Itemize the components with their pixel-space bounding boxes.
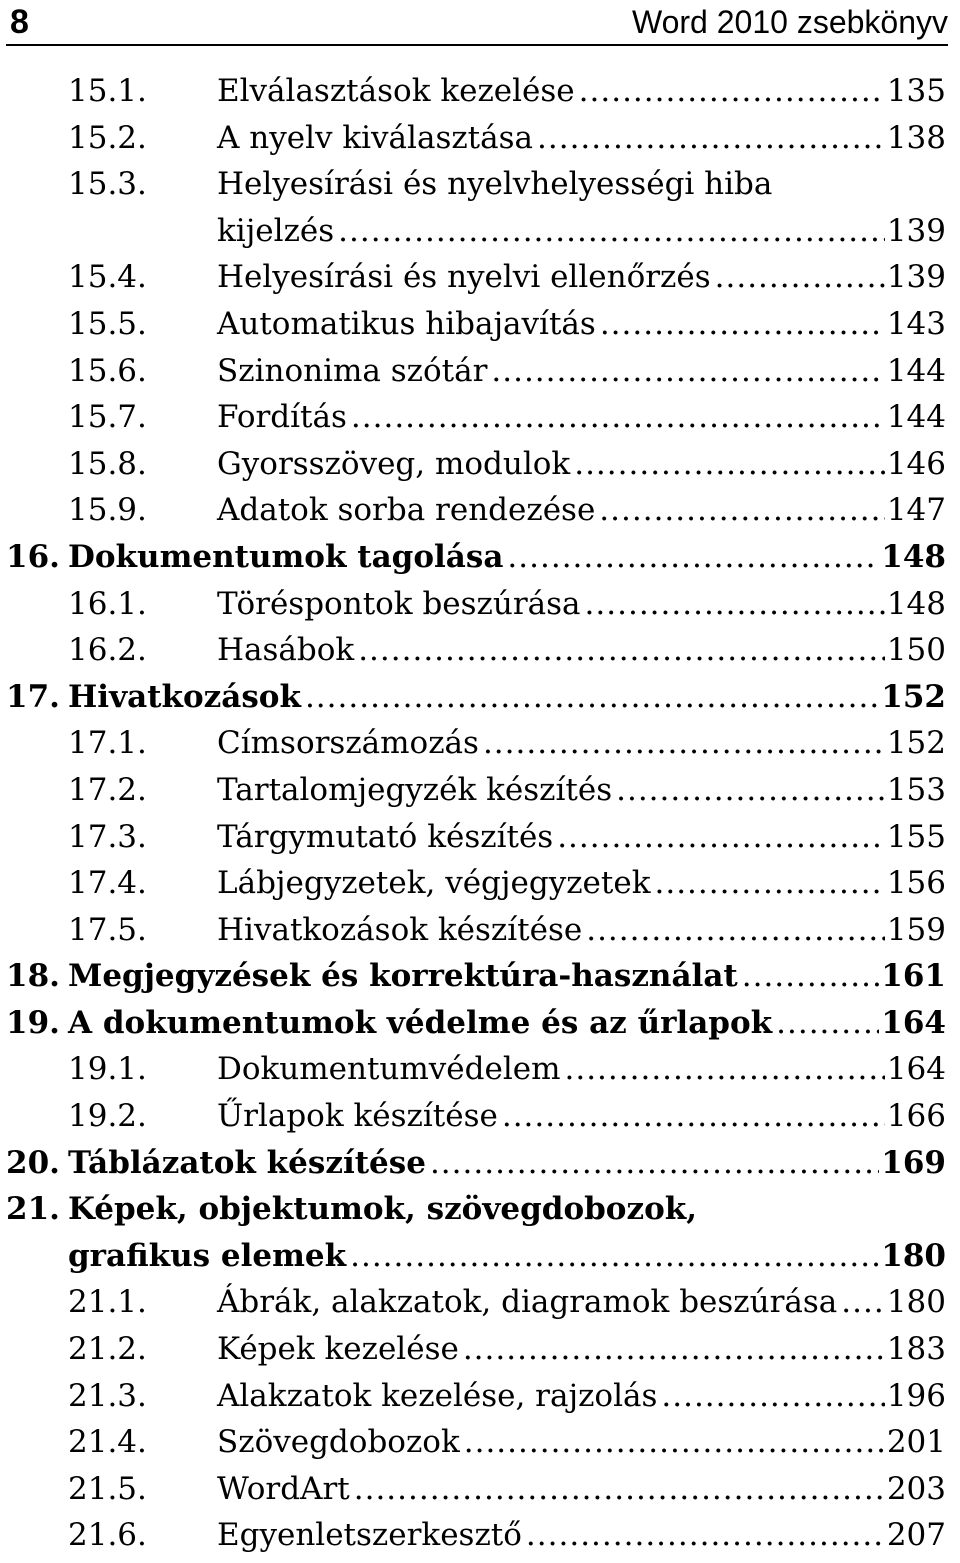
toc-entry-body <box>217 254 946 301</box>
dot-leader <box>661 1373 884 1420</box>
toc-entry-line <box>68 1233 946 1280</box>
toc-entry-page: 144 <box>886 352 946 389</box>
toc-entry-line <box>68 674 946 721</box>
toc-section-entry <box>0 1326 960 1373</box>
toc-entry-title: Elválasztások kezelése <box>217 73 575 109</box>
toc-entry-number: 21.1. <box>68 1284 147 1321</box>
toc-section-entry <box>0 581 960 628</box>
toc-entry-page: 164 <box>886 1051 946 1088</box>
dot-leader <box>616 767 885 814</box>
toc-entry-title: WordArt <box>217 1470 350 1507</box>
toc-entry-title: Űrlapok készítése <box>217 1098 498 1135</box>
toc-entry-body <box>217 814 946 861</box>
toc-entry-body <box>68 953 946 1000</box>
toc-entry-title: Dokumentumvédelem <box>217 1051 561 1088</box>
toc-section-entry <box>0 487 960 534</box>
toc-entry-number: 19.2. <box>68 1098 147 1135</box>
dot-leader <box>715 254 885 301</box>
toc-entry-line <box>217 1419 946 1466</box>
toc-entry-number: 18. <box>6 958 60 995</box>
toc-entry-number: 15.9. <box>68 492 147 529</box>
toc-entry-number: 21. <box>6 1191 60 1228</box>
toc-entry-body <box>217 1512 946 1559</box>
toc-chapter-entry <box>0 1000 960 1047</box>
toc-entry-number: 19.1. <box>68 1051 147 1088</box>
toc-entry-page: 159 <box>886 911 946 948</box>
toc-entry-page: 148 <box>881 538 946 575</box>
toc-entry-title: Hasábok <box>217 632 355 669</box>
toc-entry-number: 16.2. <box>68 632 147 669</box>
toc-entry-line <box>68 953 946 1000</box>
toc-entry-line <box>217 767 946 814</box>
toc-entry-title: Töréspontok beszúrása <box>217 585 581 622</box>
toc-entry-line <box>217 1512 946 1559</box>
toc-entry-title: Ábrák, alakzatok, diagramok beszúrása <box>217 1284 838 1321</box>
toc-section-entry <box>0 720 960 767</box>
toc-entry-title: Helyesírási és nyelvi ellenőrzés <box>217 259 711 296</box>
toc-section-entry <box>0 1512 960 1559</box>
toc-entry-title: Fordítás <box>217 399 347 436</box>
toc-chapter-entry <box>0 674 960 721</box>
toc-section-entry <box>0 1466 960 1513</box>
toc-entry-page: 180 <box>886 1284 946 1321</box>
dot-leader <box>557 814 885 861</box>
dot-leader <box>526 1512 885 1559</box>
toc-entry-page: 155 <box>886 818 946 855</box>
toc-entry-number: 20. <box>6 1144 60 1181</box>
toc-entry-line <box>217 487 946 534</box>
toc-entry-page: 166 <box>886 1098 946 1135</box>
dot-leader <box>491 348 884 395</box>
toc-entry-line <box>217 1326 946 1373</box>
toc-entry-line <box>217 1466 946 1513</box>
toc-chapter-entry <box>0 1140 960 1187</box>
toc-entry-body <box>217 860 946 907</box>
toc-entry-page: 146 <box>886 445 946 482</box>
toc-entry-line <box>68 1000 946 1047</box>
toc-entry-title: grafikus elemek <box>68 1237 347 1274</box>
toc-entry-number: 15.2. <box>68 119 147 156</box>
toc-entry-line <box>217 254 946 301</box>
toc-entry-body <box>217 767 946 814</box>
toc-section-entry <box>0 907 960 954</box>
dot-leader <box>537 115 885 162</box>
toc-entry-page: 152 <box>886 725 946 762</box>
toc-entry-title-line1: Helyesírási és nyelvhelyességi hiba <box>217 166 773 203</box>
toc-entry-number: 17. <box>6 678 60 715</box>
toc-section-entry <box>0 1093 960 1140</box>
dot-leader <box>600 301 885 348</box>
toc-entry-line <box>217 907 946 954</box>
toc-entry-body <box>68 1140 946 1187</box>
toc-entry-page: 164 <box>881 1004 946 1041</box>
dot-leader <box>305 674 879 721</box>
toc-entry-number: 21.4. <box>68 1424 147 1461</box>
dot-leader <box>579 68 885 115</box>
toc-entry-title: Egyenletszerkesztő <box>217 1517 522 1554</box>
dot-leader <box>599 487 885 534</box>
toc-section-entry <box>0 115 960 162</box>
toc-entry-title: Dokumentumok tagolása <box>68 538 504 575</box>
dot-leader <box>351 394 885 441</box>
toc-section-entry <box>0 348 960 395</box>
dot-leader <box>483 720 885 767</box>
toc-entry-body <box>68 674 946 721</box>
toc-entry-title: kijelzés <box>217 212 335 249</box>
toc-entry-page: 150 <box>886 632 946 669</box>
toc-entry-page: 169 <box>881 1144 946 1181</box>
toc-entry-line <box>217 1093 946 1140</box>
toc-entry-title-line1: Képek, objektumok, szövegdobozok, <box>68 1191 698 1228</box>
toc-entry-line <box>217 348 946 395</box>
toc-entry-line <box>217 581 946 628</box>
dot-leader <box>507 534 879 581</box>
toc-entry-title: Szövegdobozok <box>217 1424 460 1461</box>
toc-entry-body <box>217 907 946 954</box>
toc-entry-title: A dokumentumok védelme és az űrlapok <box>68 1004 773 1041</box>
toc-section-entry <box>0 441 960 488</box>
toc-entry-number: 15.3. <box>68 166 147 203</box>
toc-entry-page: 180 <box>881 1237 946 1274</box>
toc-section-entry <box>0 68 960 115</box>
dot-leader <box>358 627 885 674</box>
toc-entry-body <box>217 1373 946 1420</box>
dot-leader <box>586 907 885 954</box>
toc-entry-title: Táblázatok készítése <box>68 1144 426 1181</box>
toc-chapter-entry <box>0 1186 960 1279</box>
toc-entry-title: Automatikus hibajavítás <box>217 305 596 342</box>
toc-entry-body <box>217 487 946 534</box>
toc-entry-body <box>217 1326 946 1373</box>
dot-leader <box>742 953 880 1000</box>
toc-entry-number: 15.5. <box>68 305 147 342</box>
toc-entry-title: Hivatkozások készítése <box>217 911 583 948</box>
toc-entry-page: 203 <box>886 1470 946 1507</box>
book-title: Word 2010 zsebkönyv <box>631 4 948 40</box>
toc-entry-title: Alakzatok kezelése, rajzolás <box>217 1377 658 1414</box>
toc-entry-line <box>217 720 946 767</box>
toc-entry-page: 147 <box>886 492 946 529</box>
toc-entry-title: Megjegyzések és korrektúra-használat <box>68 958 738 995</box>
toc-entry-number: 19. <box>6 1004 60 1041</box>
toc-entry-body <box>217 720 946 767</box>
toc-entry-number: 17.2. <box>68 771 147 808</box>
toc-entry-body <box>217 301 946 348</box>
toc-entry-number: 21.3. <box>68 1377 147 1414</box>
toc-entry-page: 148 <box>886 585 946 622</box>
toc-entry-line <box>217 208 946 255</box>
toc-entry-line <box>217 860 946 907</box>
toc-entry-number: 15.1. <box>68 73 147 109</box>
toc-entry-title: Címsorszámozás <box>217 725 479 762</box>
toc-section-entry <box>0 1419 960 1466</box>
toc-entry-page: 201 <box>886 1424 946 1461</box>
dot-leader <box>585 581 885 628</box>
toc-section-entry <box>0 767 960 814</box>
toc-entry-number: 17.5. <box>68 911 147 948</box>
toc-entry-number: 16.1. <box>68 585 147 622</box>
table-of-contents <box>0 68 960 1559</box>
toc-entry-number: 21.6. <box>68 1517 147 1554</box>
toc-entry-line <box>217 627 946 674</box>
toc-entry-line <box>217 1279 946 1326</box>
toc-entry-page: 156 <box>886 865 946 902</box>
toc-entry-body <box>217 441 946 488</box>
toc-entry-page: 161 <box>881 958 946 995</box>
toc-entry-line <box>217 394 946 441</box>
toc-entry-line <box>217 1373 946 1420</box>
toc-section-entry <box>0 1373 960 1420</box>
toc-chapter-entry <box>0 953 960 1000</box>
toc-entry-title: A nyelv kiválasztása <box>217 119 534 156</box>
toc-entry-body <box>217 1419 946 1466</box>
toc-entry-body <box>217 115 946 162</box>
dot-leader <box>574 441 885 488</box>
toc-entry-body <box>217 68 946 115</box>
dot-leader <box>464 1419 885 1466</box>
toc-entry-number: 17.3. <box>68 818 147 855</box>
toc-section-entry <box>0 1279 960 1326</box>
toc-entry-page: 207 <box>886 1517 946 1554</box>
toc-entry-number: 17.1. <box>68 725 147 762</box>
toc-entry-body <box>217 627 946 674</box>
toc-entry-body <box>68 534 946 581</box>
toc-section-entry <box>0 394 960 441</box>
toc-entry-number: 17.4. <box>68 865 147 902</box>
dot-leader <box>655 860 885 907</box>
toc-entry-line <box>217 301 946 348</box>
dot-leader <box>463 1326 885 1373</box>
toc-entry-page: 152 <box>881 678 946 715</box>
toc-entry-line <box>68 1140 946 1187</box>
toc-entry-title: Tárgymutató készítés <box>217 818 554 855</box>
toc-section-entry <box>0 254 960 301</box>
toc-entry-title: Adatok sorba rendezése <box>217 492 596 529</box>
toc-section-entry <box>0 1046 960 1093</box>
toc-entry-number: 15.6. <box>68 352 147 389</box>
dot-leader <box>350 1233 879 1280</box>
toc-entry-page: 139 <box>886 259 946 296</box>
toc-entry-number: 15.8. <box>68 445 147 482</box>
toc-entry-number: 16. <box>6 538 60 575</box>
toc-entry-title: Tartalomjegyzék készítés <box>217 771 613 808</box>
toc-entry-line <box>68 534 946 581</box>
toc-entry-body <box>68 1186 946 1279</box>
toc-entry-title: Gyorsszöveg, modulok <box>217 445 571 482</box>
toc-entry-title: Képek kezelése <box>217 1331 459 1368</box>
toc-entry-title: Hivatkozások <box>68 678 301 715</box>
toc-section-entry <box>0 814 960 861</box>
toc-entry-body <box>217 394 946 441</box>
toc-entry-line <box>217 115 946 162</box>
toc-entry-number: 21.5. <box>68 1470 147 1507</box>
toc-entry-body <box>217 1093 946 1140</box>
toc-entry-page: 183 <box>886 1331 946 1368</box>
toc-entry-body <box>68 1000 946 1047</box>
toc-entry-body <box>217 348 946 395</box>
toc-entry-body <box>217 161 946 254</box>
toc-entry-page: 139 <box>886 212 946 249</box>
dot-leader <box>430 1140 879 1187</box>
toc-entry-line <box>217 814 946 861</box>
toc-entry-page: 196 <box>886 1377 946 1414</box>
toc-entry-body <box>217 1046 946 1093</box>
dot-leader <box>502 1093 885 1140</box>
toc-entry-page: 135 <box>886 73 946 109</box>
toc-entry-page: 138 <box>886 119 946 156</box>
toc-entry-title: Lábjegyzetek, végjegyzetek <box>217 865 651 902</box>
toc-entry-title: Szinonima szótár <box>217 352 488 389</box>
dot-leader <box>354 1466 885 1513</box>
toc-entry-line <box>217 68 946 115</box>
toc-entry-page: 144 <box>886 399 946 436</box>
dot-leader <box>565 1046 885 1093</box>
toc-entry-body <box>217 581 946 628</box>
toc-entry-number: 21.2. <box>68 1331 147 1368</box>
dot-leader <box>841 1279 885 1326</box>
toc-section-entry <box>0 301 960 348</box>
toc-section-entry <box>0 161 960 254</box>
dot-leader <box>776 1000 879 1047</box>
toc-entry-number: 15.4. <box>68 259 147 296</box>
running-header <box>6 0 948 46</box>
toc-entry-page: 143 <box>886 305 946 342</box>
toc-entry-number: 15.7. <box>68 399 147 436</box>
toc-entry-line <box>217 441 946 488</box>
toc-entry-line <box>217 1046 946 1093</box>
toc-section-entry <box>0 860 960 907</box>
toc-section-entry <box>0 627 960 674</box>
page-number: 8 <box>10 3 29 41</box>
toc-entry-page: 153 <box>886 771 946 808</box>
dot-leader <box>338 208 885 255</box>
toc-entry-body <box>217 1466 946 1513</box>
toc-chapter-entry <box>0 534 960 581</box>
toc-entry-body <box>217 1279 946 1326</box>
